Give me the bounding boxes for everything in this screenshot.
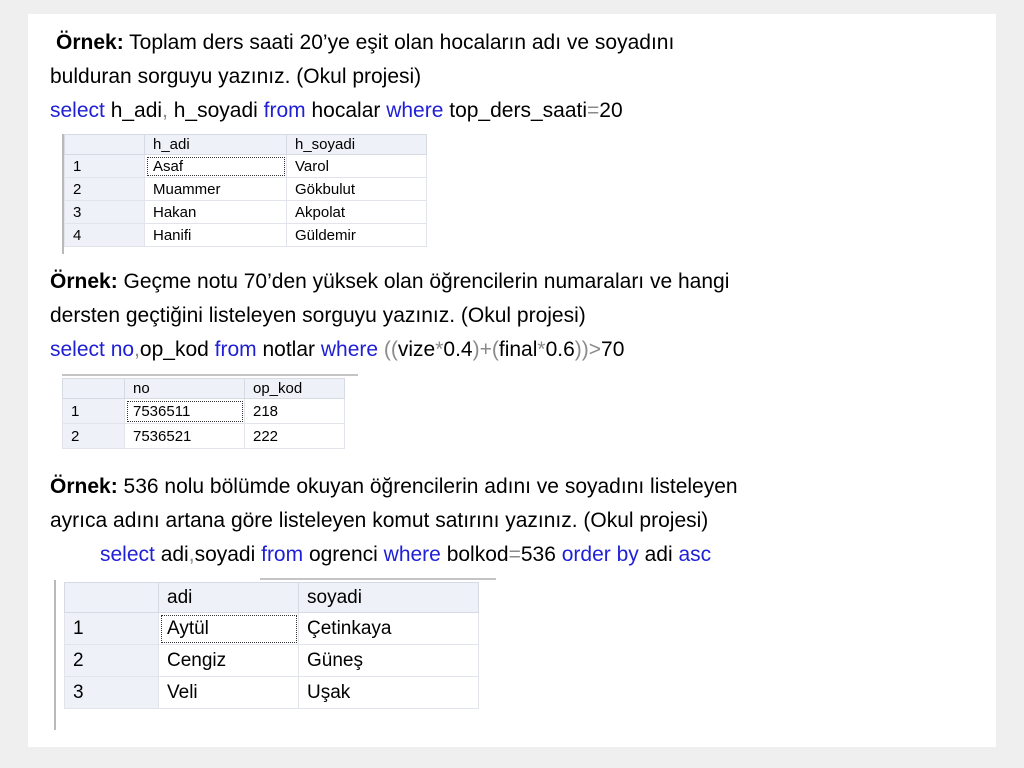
grid-cell[interactable]: 222 xyxy=(245,424,345,449)
row-number: 2 xyxy=(65,178,145,201)
grid-column-header[interactable]: soyadi xyxy=(299,583,479,613)
row-number: 3 xyxy=(65,677,159,709)
grid-cell[interactable]: Cengiz xyxy=(159,645,299,677)
grid-cell[interactable]: Çetinkaya xyxy=(299,613,479,645)
grid-column-header[interactable]: no xyxy=(125,379,245,399)
sql-condition: top_ders_saati xyxy=(443,99,588,122)
example1-sql xyxy=(50,96,623,125)
sql-operator: = xyxy=(587,99,600,122)
grid-row[interactable] xyxy=(65,677,479,709)
sql-keyword: where xyxy=(383,543,441,566)
grid-corner xyxy=(65,583,159,613)
grid-column-header[interactable]: h_soyadi xyxy=(287,135,427,155)
sql-keyword: from xyxy=(214,338,257,361)
grid-cell[interactable]: Güneş xyxy=(299,645,479,677)
grid-row[interactable] xyxy=(65,155,427,178)
sql-field: vize xyxy=(397,338,436,361)
sql-value: 536 xyxy=(520,543,562,566)
grid-cell[interactable]: Asaf xyxy=(145,155,287,178)
grid-cell[interactable]: Akpolat xyxy=(287,201,427,224)
grid-corner xyxy=(63,379,125,399)
grid-row[interactable] xyxy=(63,424,345,449)
sql-operator: )+( xyxy=(472,338,499,361)
sql-operator: * xyxy=(435,338,444,361)
example3-line2: ayrıca adını artana göre listeleyen komut satırını yazınız. (Okul projesi) xyxy=(50,509,709,532)
grid-cell[interactable]: 7536521 xyxy=(125,424,245,449)
row-number: 1 xyxy=(65,155,145,178)
row-number: 4 xyxy=(65,224,145,247)
grid-top-border xyxy=(260,578,496,580)
sql-keyword: from xyxy=(263,99,306,122)
sql-keyword: select xyxy=(100,543,155,566)
example1-line2: bulduran sorguyu yazınız. (Okul projesi) xyxy=(50,65,422,88)
example1-label: Örnek: xyxy=(56,31,124,54)
grid-cell[interactable]: Güldemir xyxy=(287,224,427,247)
sql-operator: = xyxy=(508,543,521,566)
sql-keyword: where xyxy=(386,99,444,122)
sql-value: 70 xyxy=(601,338,625,361)
sql-operator: (( xyxy=(378,338,398,361)
sql-comma: , xyxy=(188,543,195,566)
row-number: 2 xyxy=(65,645,159,677)
slide xyxy=(28,14,996,747)
sql-operator: * xyxy=(537,338,546,361)
sql-field: h_adi xyxy=(104,99,163,122)
grid-cell[interactable]: Hanifi xyxy=(145,224,287,247)
grid-row[interactable] xyxy=(63,399,345,424)
grid-column-header[interactable]: op_kod xyxy=(245,379,345,399)
sql-keyword: asc xyxy=(678,543,712,566)
row-number: 3 xyxy=(65,201,145,224)
sql-keyword: where xyxy=(320,338,379,361)
grid-cell[interactable]: Gökbulut xyxy=(287,178,427,201)
sql-value: 0.6 xyxy=(545,338,575,361)
row-number: 1 xyxy=(63,399,125,424)
example2-line2: dersten geçtiğini listeleyen sorguyu yazınız. (Okul projesi) xyxy=(50,304,586,327)
sql-table: notlar xyxy=(256,338,321,361)
example2-sql xyxy=(50,335,624,364)
result-grid-3 xyxy=(64,582,479,709)
grid-cell[interactable]: Aytül xyxy=(159,613,299,645)
example3-text1: 536 nolu bölümde okuyan öğrencilerin adını ve soyadını listeleyen xyxy=(117,475,738,498)
grid-cell[interactable]: 7536511 xyxy=(125,399,245,424)
grid-divider xyxy=(54,580,56,730)
example2-line1 xyxy=(50,267,729,296)
example3-sql xyxy=(100,540,711,569)
grid-row[interactable] xyxy=(65,178,427,201)
example2-text1: Geçme notu 70’den yüksek olan öğrencilerin numaraları ve hangi xyxy=(117,270,730,293)
grid-cell[interactable]: Muammer xyxy=(145,178,287,201)
example1-text1: Toplam ders saati 20’ye eşit olan hocaların adı ve soyadını xyxy=(123,31,675,54)
sql-comma: , xyxy=(162,99,168,122)
grid-cell[interactable]: Hakan xyxy=(145,201,287,224)
grid-corner xyxy=(65,135,145,155)
result-grid-2 xyxy=(62,378,345,449)
grid-column-header[interactable]: adi xyxy=(159,583,299,613)
sql-field: final xyxy=(498,338,538,361)
grid-row[interactable] xyxy=(65,645,479,677)
sql-value: 20 xyxy=(599,99,623,122)
example2-label: Örnek: xyxy=(50,270,118,293)
sql-field: no xyxy=(104,338,135,361)
result-grid-1 xyxy=(64,134,427,247)
sql-keyword: order by xyxy=(561,543,639,566)
sql-field: adi xyxy=(154,543,189,566)
grid-column-header[interactable]: h_adi xyxy=(145,135,287,155)
sql-field: op_kod xyxy=(139,338,215,361)
grid-top-border xyxy=(62,374,358,376)
sql-condition: bolkod xyxy=(440,543,509,566)
sql-operator: ))> xyxy=(574,338,602,361)
grid-row[interactable] xyxy=(65,224,427,247)
grid-row[interactable] xyxy=(65,613,479,645)
sql-keyword: from xyxy=(261,543,304,566)
grid-cell[interactable]: 218 xyxy=(245,399,345,424)
grid-cell[interactable]: Veli xyxy=(159,677,299,709)
row-number: 2 xyxy=(63,424,125,449)
sql-comma: , xyxy=(134,338,140,361)
sql-field: soyadi xyxy=(194,543,262,566)
grid-cell[interactable]: Varol xyxy=(287,155,427,178)
example1-line1 xyxy=(56,28,674,57)
example3-label: Örnek: xyxy=(50,475,118,498)
sql-field: adi xyxy=(638,543,679,566)
sql-table: ogrenci xyxy=(303,543,384,566)
grid-cell[interactable]: Uşak xyxy=(299,677,479,709)
sql-field: h_soyadi xyxy=(167,99,264,122)
example3-line1 xyxy=(50,472,738,501)
sql-keyword: select xyxy=(50,99,105,122)
sql-table: hocalar xyxy=(305,99,387,122)
sql-keyword: select xyxy=(50,338,105,361)
sql-value: 0.4 xyxy=(443,338,473,361)
row-number: 1 xyxy=(65,613,159,645)
grid-row[interactable] xyxy=(65,201,427,224)
